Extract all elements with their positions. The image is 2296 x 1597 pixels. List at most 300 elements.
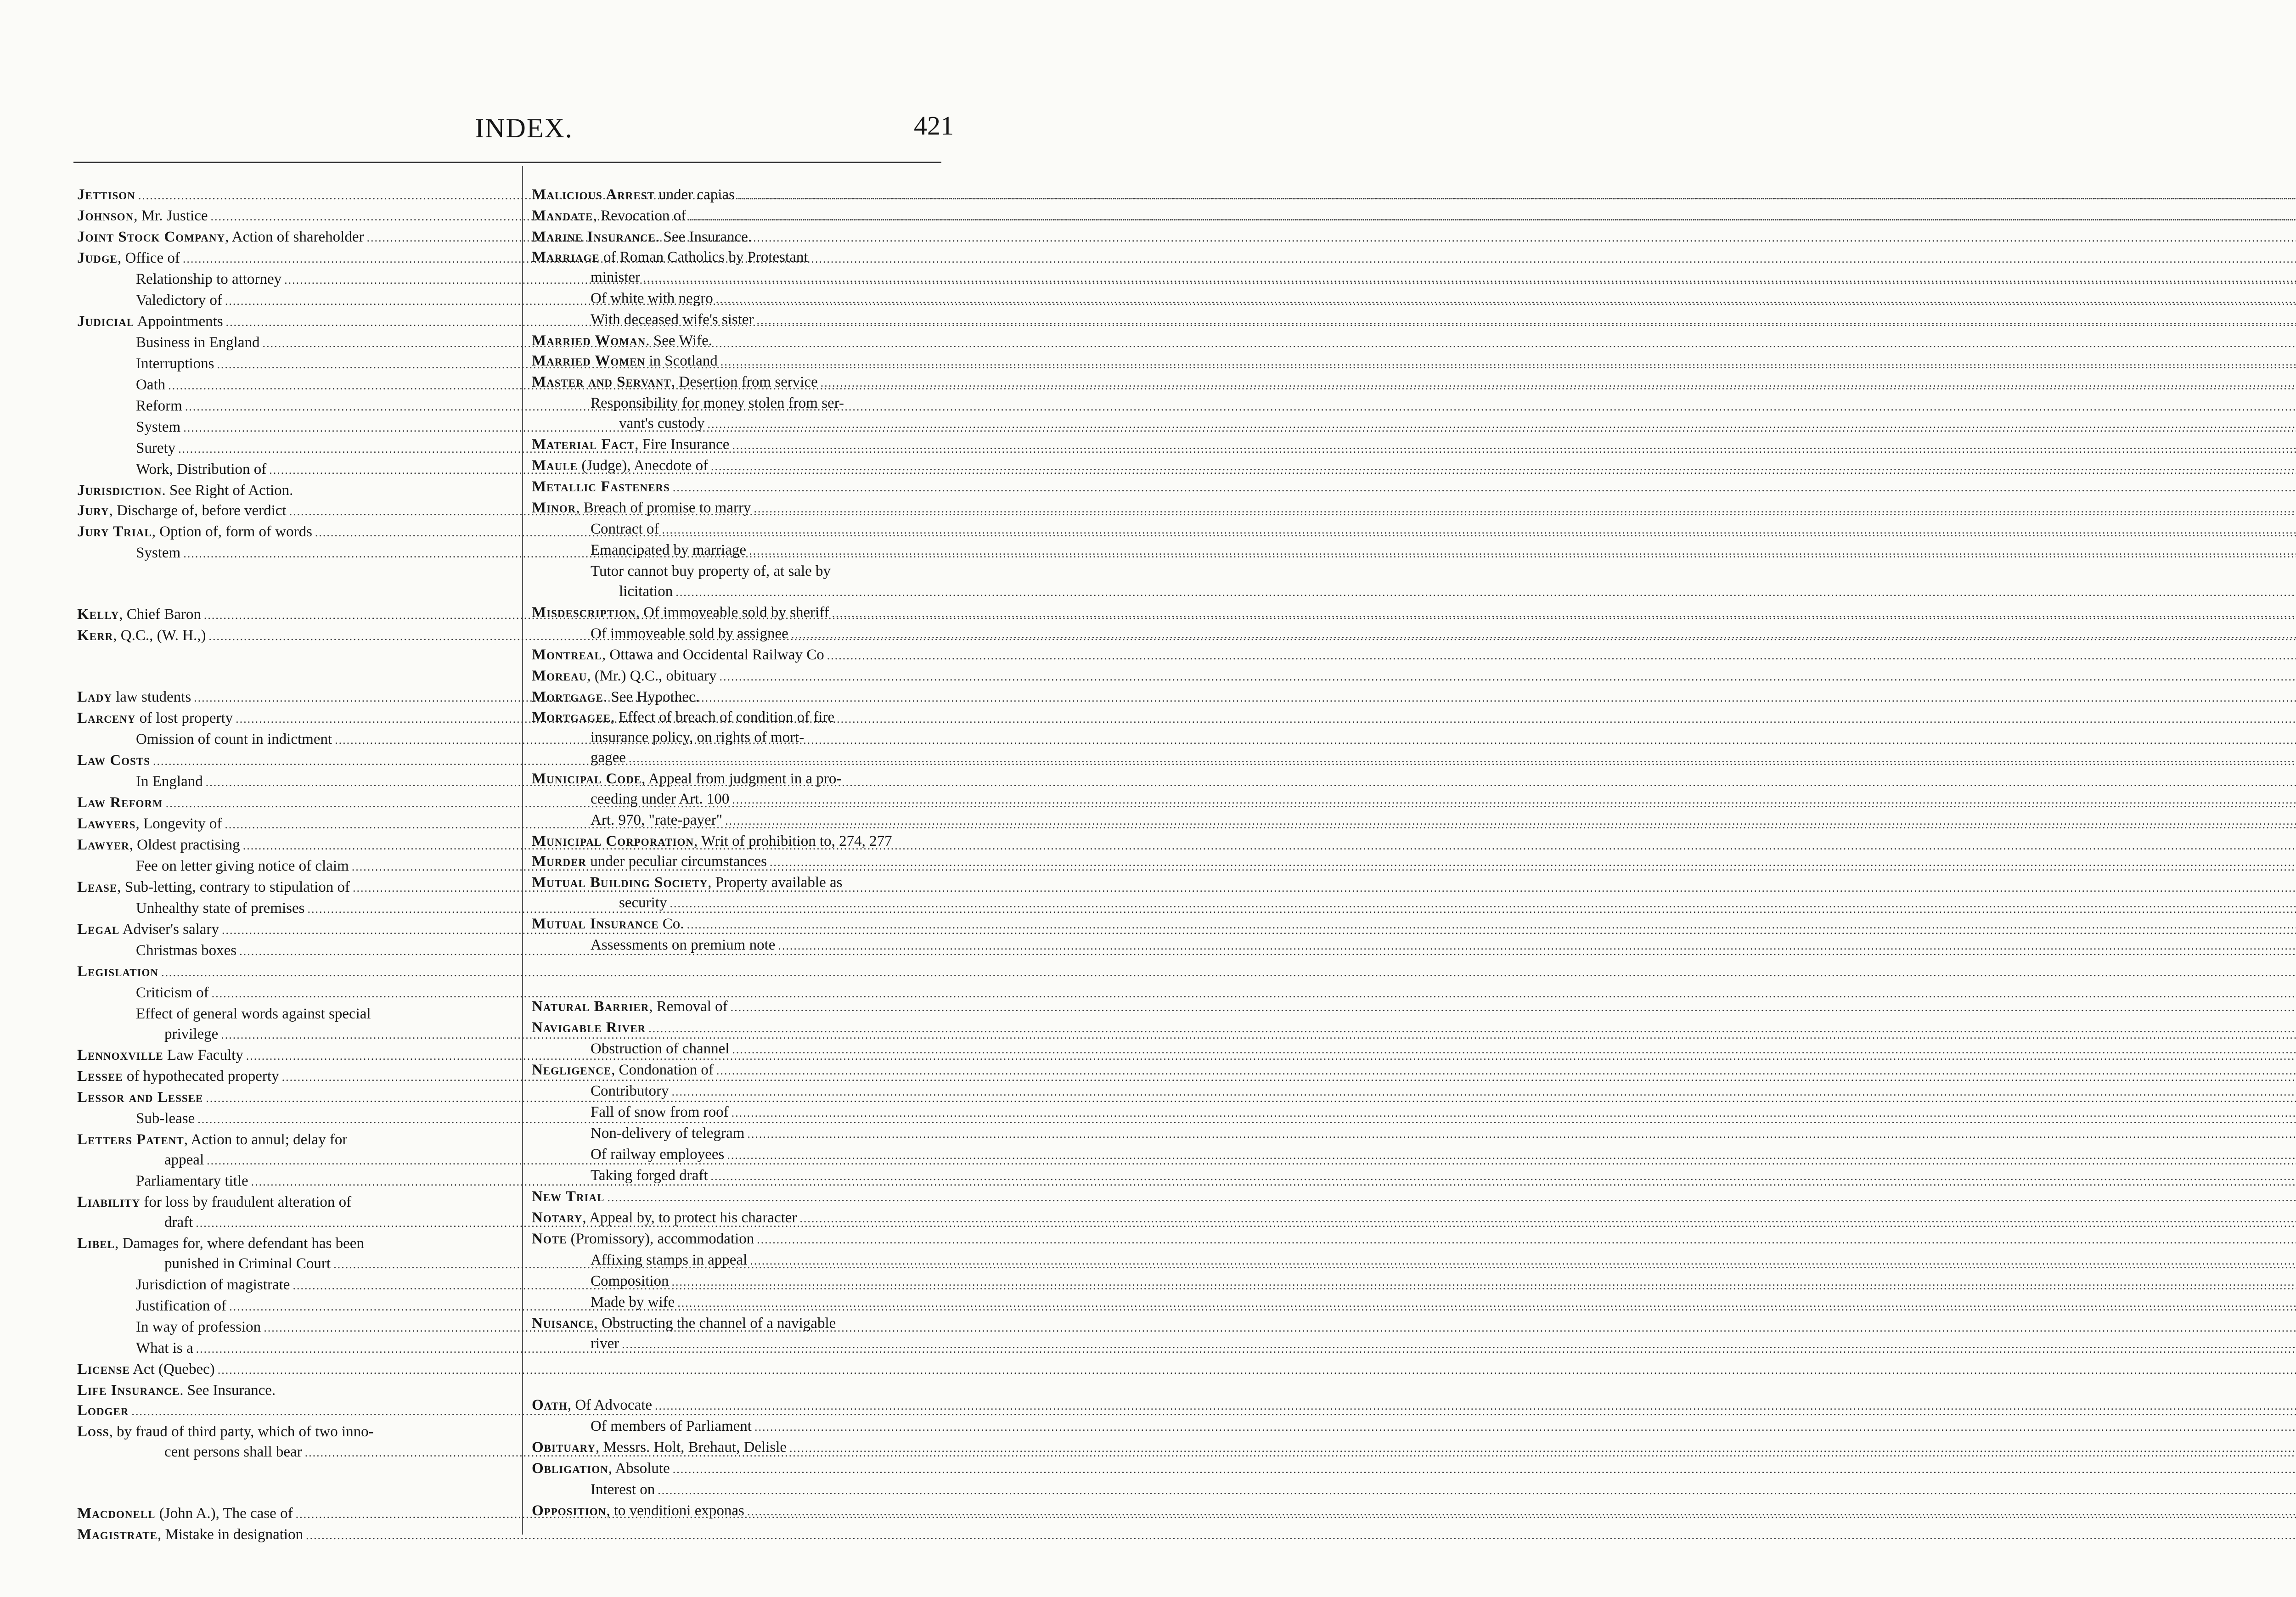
entry-heading: Judge — [77, 250, 118, 266]
running-title: INDEX. — [475, 113, 573, 143]
index-entry — [77, 1045, 509, 1066]
entry-description: (Promissory), accommodation — [567, 1231, 754, 1247]
index-subentry — [77, 1317, 509, 1338]
index-entry — [77, 1066, 509, 1087]
entry-description: , Of immoveable sold by sheriff — [636, 604, 829, 621]
index-entry — [77, 1130, 509, 1150]
entry-description: Law Faculty — [163, 1047, 243, 1063]
entry-heading: Metallic Fasteners — [532, 478, 670, 495]
index-entry — [532, 477, 977, 498]
entry-text — [591, 1144, 724, 1164]
entry-text — [532, 206, 686, 226]
leader-dots — [675, 582, 2296, 602]
entry-description: . See Insurance. — [180, 1382, 276, 1399]
index-subentry — [532, 309, 977, 331]
index-column-right — [532, 185, 977, 1522]
entry-text — [77, 835, 240, 855]
entry-text — [591, 1333, 619, 1354]
entry-description: Criticism of — [136, 984, 209, 1001]
entry-text — [77, 1087, 203, 1108]
entry-text — [136, 396, 182, 416]
entry-heading: Negligence — [532, 1062, 612, 1078]
entry-description: , Breach of promise to marry — [576, 500, 751, 516]
index-entry — [532, 247, 977, 267]
entry-text — [591, 1165, 708, 1186]
leader-dots — [720, 352, 2296, 372]
entry-description: Contributory — [591, 1083, 669, 1099]
entry-text — [77, 1233, 364, 1254]
index-subentry — [77, 438, 509, 459]
entry-heading: Note — [532, 1231, 567, 1247]
leader-dots — [750, 1251, 2296, 1271]
entry-description: cent persons shall bear — [164, 1444, 302, 1460]
leader-dots — [662, 520, 2296, 540]
index-entry — [532, 831, 977, 851]
entry-description: , Discharge of, before verdict — [109, 502, 287, 519]
entry-description: Art. 970, "rate-payer" — [591, 812, 723, 828]
entry-description: Composition — [591, 1273, 669, 1289]
entry-text — [77, 625, 206, 646]
entry-description: Appointments — [134, 313, 223, 330]
entry-description: gagee — [591, 749, 626, 766]
entry-description: , Removal of — [649, 998, 728, 1015]
index-subentry — [532, 1333, 977, 1355]
entry-description: for loss by fraudulent alteration of — [140, 1194, 352, 1210]
entry-description: Fall of snow from roof — [591, 1104, 729, 1120]
index-entry — [532, 914, 977, 935]
section-gap — [532, 1355, 977, 1395]
leader-dots — [770, 852, 2296, 872]
entry-heading: Law Costs — [77, 752, 150, 769]
entry-description: Reform — [136, 398, 182, 414]
entry-text — [532, 351, 718, 371]
index-entry — [532, 372, 977, 393]
entry-text — [136, 1317, 261, 1337]
entry-description: privilege — [164, 1026, 219, 1042]
entry-text — [164, 1212, 193, 1232]
entry-heading: Loss — [77, 1423, 109, 1440]
leader-dots — [827, 646, 2296, 666]
index-subentry — [77, 1442, 509, 1463]
index-entry — [532, 1018, 977, 1039]
index-entry — [532, 206, 977, 227]
entry-description: licitation — [619, 583, 673, 600]
leader-dots — [658, 1480, 2296, 1501]
entry-heading: Municipal Code — [532, 770, 642, 787]
entry-description: Unhealthy state of premises — [136, 900, 305, 917]
entry-text — [532, 1313, 836, 1333]
entry-text — [77, 185, 135, 205]
entry-description: Of immoveable sold by assignee — [591, 625, 788, 642]
entry-heading: Malicious Arrest — [532, 186, 655, 203]
entry-text — [532, 1458, 670, 1479]
leader-dots — [725, 811, 2296, 831]
index-subentry — [532, 393, 977, 413]
leader-dots — [720, 667, 2296, 687]
leader-dots — [754, 1417, 2296, 1437]
entry-heading: Opposition — [532, 1502, 607, 1519]
page-header — [0, 0, 1048, 156]
entry-text — [532, 769, 841, 789]
entry-text — [77, 1503, 293, 1524]
leader-dots — [673, 1459, 2296, 1479]
index-subentry — [77, 1150, 509, 1171]
index-subentry — [532, 893, 977, 914]
index-subentry — [532, 935, 977, 956]
entry-heading: Moreau — [532, 668, 587, 684]
entry-description: , Fire Insurance — [635, 436, 730, 453]
index-subentry — [77, 459, 509, 480]
entry-description: Act (Quebec) — [129, 1361, 215, 1378]
entry-text — [136, 771, 203, 792]
entry-text — [136, 459, 266, 479]
entry-text — [77, 248, 180, 268]
entry-heading: Mortgage — [532, 689, 603, 705]
entry-description: , (Mr.) Q.C., obituary — [587, 668, 717, 684]
leader-dots — [648, 1018, 2296, 1039]
entry-description: , Messrs. Holt, Brehaut, Delisle — [595, 1439, 787, 1456]
index-subentry — [532, 1479, 977, 1501]
index-entry — [77, 835, 509, 856]
entry-heading: Jury — [77, 502, 109, 519]
entry-description: , Oldest practising — [129, 837, 240, 853]
entry-heading: Magistrate — [77, 1526, 158, 1543]
entry-text — [164, 1150, 204, 1170]
entry-description: Business in England — [136, 334, 260, 351]
entry-description: , Of Advocate — [567, 1397, 653, 1413]
entry-text — [591, 1479, 655, 1500]
index-entry — [77, 919, 509, 940]
leader-dots — [791, 624, 2296, 645]
entry-text — [77, 1400, 129, 1421]
leader-dots — [716, 289, 2296, 309]
entry-description: , Action to annul; delay for — [184, 1131, 348, 1148]
entry-description: punished in Criminal Court — [164, 1255, 331, 1272]
entry-description: , Option of, form of words — [152, 523, 312, 540]
entry-description: Parliamentary title — [136, 1173, 248, 1189]
entry-text — [532, 1018, 646, 1038]
entry-text — [532, 498, 751, 518]
entry-description: Affixing stamps in appeal — [591, 1252, 748, 1268]
index-entry — [77, 480, 509, 500]
entry-text — [532, 666, 717, 686]
leader-dots — [799, 1209, 2296, 1229]
leader-dots — [716, 1061, 2296, 1081]
index-entry — [532, 666, 977, 687]
index-subentry — [77, 290, 509, 311]
index-entry — [532, 851, 977, 872]
entry-heading: Minor — [532, 500, 576, 516]
entry-text — [532, 477, 670, 497]
index-entry — [77, 1380, 509, 1400]
entry-text — [532, 227, 752, 247]
header-rule — [73, 162, 941, 163]
entry-heading: Misdescription — [532, 604, 636, 621]
entry-heading: Kelly — [77, 606, 119, 623]
entry-text — [532, 1208, 797, 1228]
entry-heading: Law Reform — [77, 794, 163, 811]
entry-heading: Lodger — [77, 1402, 129, 1419]
entry-text — [532, 872, 842, 893]
entry-description: ceeding under Art. 100 — [591, 791, 730, 807]
entry-text — [164, 1442, 302, 1462]
entry-description: . See Hypothec. — [603, 689, 699, 705]
entry-heading: Jurisdiction — [77, 482, 162, 499]
entry-heading: Navigable River — [532, 1019, 646, 1036]
index-subentry — [532, 1165, 977, 1187]
entry-text — [136, 1108, 195, 1129]
entry-text — [77, 604, 201, 624]
entry-text — [591, 1250, 747, 1270]
entry-text — [77, 708, 233, 728]
index-entry — [532, 1229, 977, 1250]
index-subentry — [532, 1123, 977, 1144]
index-subentry — [532, 1102, 977, 1123]
index-subentry — [77, 269, 509, 290]
entry-text — [136, 729, 332, 749]
entry-text — [532, 1187, 604, 1207]
entry-text — [532, 996, 728, 1017]
entry-text — [136, 417, 180, 437]
index-subentry — [77, 375, 509, 396]
index-subentry — [77, 1171, 509, 1192]
leader-dots — [749, 541, 2296, 561]
index-subentry — [77, 1275, 509, 1296]
index-entry — [77, 206, 509, 227]
leader-dots — [677, 1293, 2296, 1313]
leader-dots — [687, 915, 2296, 935]
index-entry — [532, 769, 977, 789]
leader-dots — [732, 1040, 2296, 1060]
entry-heading: Legislation — [77, 963, 159, 980]
entry-description: law students — [112, 689, 191, 705]
index-entry — [532, 707, 977, 727]
entry-text — [77, 750, 150, 770]
entry-description: , Absolute — [608, 1460, 670, 1477]
index-subentry — [532, 519, 977, 540]
entry-text — [591, 519, 659, 539]
entry-description: (John A.), The case of — [155, 1505, 293, 1522]
entry-heading: Lady — [77, 689, 112, 705]
entry-description: insurance policy, on rights of mort- — [591, 729, 805, 746]
entry-text — [77, 1066, 279, 1086]
entry-description: Work, Distribution of — [136, 461, 267, 478]
entry-description: Contract of — [591, 521, 659, 537]
index-entry — [77, 248, 509, 269]
entry-heading: Legal — [77, 921, 120, 938]
entry-text — [532, 914, 684, 934]
index-subentry — [532, 413, 977, 434]
entry-text — [591, 1102, 729, 1122]
section-gap — [532, 956, 977, 996]
entry-description: , Appeal by, to protect his character — [582, 1209, 797, 1226]
entry-description: In way of profession — [136, 1319, 261, 1335]
entry-heading: Lease — [77, 879, 118, 895]
index-entry — [77, 1359, 509, 1380]
entry-description: System — [136, 419, 181, 435]
entry-heading: Kerr — [77, 627, 113, 644]
index-subentry — [77, 543, 509, 564]
entry-description: draft — [164, 1214, 193, 1231]
leader-dots — [754, 499, 2296, 519]
entry-description: Oath — [136, 377, 166, 393]
entry-heading: Maule — [532, 457, 578, 474]
entry-heading: Jury Trial — [77, 523, 152, 540]
index-subentry — [77, 983, 509, 1004]
leader-dots — [747, 1501, 2296, 1522]
entry-text — [136, 1275, 290, 1295]
entry-text — [591, 1271, 669, 1291]
entry-description: Fee on letter giving notice of claim — [136, 858, 349, 874]
index-entry — [77, 311, 509, 332]
index-entry — [77, 750, 509, 771]
index-subentry — [532, 561, 977, 581]
index-subentry — [77, 1212, 509, 1233]
leader-dots — [306, 1525, 2296, 1546]
entry-text — [77, 1422, 374, 1442]
entry-heading: Lawyer — [77, 837, 129, 853]
entry-heading: Larceny — [77, 710, 136, 726]
entry-description: Emancipated by marriage — [591, 542, 747, 558]
index-subentry — [532, 1250, 977, 1271]
entry-description: in Scotland — [645, 353, 718, 369]
entry-text — [136, 290, 222, 310]
entry-text — [591, 288, 713, 309]
index-entry — [77, 877, 509, 898]
entry-text — [532, 1501, 744, 1521]
entry-description: Justification of — [136, 1298, 227, 1314]
entry-text — [136, 375, 165, 395]
index-subentry — [532, 581, 977, 602]
leader-dots — [218, 1360, 2296, 1380]
entry-text — [77, 687, 191, 707]
entry-description: Of members of Parliament — [591, 1418, 752, 1434]
entry-description: . See Right of Action. — [162, 482, 293, 499]
index-subentry — [77, 1338, 509, 1359]
entry-heading: Married Woman — [532, 332, 646, 349]
entry-description: , Ottawa and Occidental Railway Co — [602, 647, 824, 663]
entry-text — [77, 1130, 347, 1150]
entry-heading: Municipal Corporation — [532, 833, 694, 849]
entry-heading: Obituary — [532, 1439, 596, 1456]
index-subentry — [77, 396, 509, 417]
entry-text — [77, 500, 287, 521]
entry-heading: Judicial — [77, 313, 135, 330]
leader-dots — [737, 186, 2296, 206]
leader-dots — [194, 688, 2296, 708]
entry-text — [77, 1045, 243, 1065]
index-entry — [532, 602, 977, 624]
index-subentry — [532, 624, 977, 645]
leader-dots — [607, 1187, 2296, 1208]
entry-heading: Jettison — [77, 186, 135, 203]
entry-text — [77, 793, 163, 813]
entry-description: Obstruction of channel — [591, 1040, 730, 1057]
index-entry — [532, 331, 977, 351]
index-entry — [77, 500, 509, 522]
index-entry — [77, 793, 509, 814]
entry-text — [136, 1338, 193, 1358]
leader-dots — [778, 936, 2296, 956]
entry-text — [619, 893, 667, 913]
index-subentry — [77, 354, 509, 375]
entry-description: . See Wife. — [646, 332, 713, 349]
entry-description: , Office of — [117, 250, 180, 266]
entry-text — [136, 1171, 248, 1191]
entry-text — [136, 269, 281, 289]
entry-text — [532, 455, 708, 476]
index-entry — [77, 625, 509, 647]
entry-description: , Chief Baron — [119, 606, 201, 623]
index-entry — [532, 872, 977, 893]
index-subentry — [532, 810, 977, 831]
section-gap — [77, 647, 509, 687]
leader-dots — [672, 1272, 2296, 1292]
leader-dots — [789, 1438, 2296, 1458]
entry-heading: Married Women — [532, 353, 646, 369]
leader-dots — [689, 207, 2296, 227]
entry-heading: Lennoxville — [77, 1047, 163, 1063]
entry-description: Adviser's salary — [119, 921, 219, 938]
index-subentry — [532, 748, 977, 769]
entry-text — [591, 935, 775, 955]
page-number: 421 — [914, 111, 954, 141]
entry-description: , Q.C., (W. H.,) — [113, 627, 206, 644]
entry-description: Taking forged draft — [591, 1167, 708, 1184]
index-entry — [77, 1422, 509, 1442]
leader-dots — [821, 373, 2296, 393]
index-entry — [532, 185, 977, 206]
entry-heading: Mandate — [532, 208, 593, 224]
index-entry — [532, 1501, 977, 1522]
leader-dots — [747, 1124, 2296, 1144]
entry-description: , Desertion from service — [671, 374, 818, 390]
index-entry — [532, 1395, 977, 1416]
index-entry — [77, 1087, 509, 1108]
leader-dots — [629, 748, 2296, 769]
entry-text — [591, 1039, 729, 1059]
entry-description: , Sub-letting, contrary to stipulation of — [117, 879, 350, 895]
entry-description: System — [136, 545, 181, 561]
leader-dots — [161, 962, 2296, 983]
index-entry — [77, 687, 509, 708]
entry-heading: Notary — [532, 1209, 583, 1226]
leader-dots — [672, 1082, 2296, 1102]
entry-description: What is a — [136, 1340, 193, 1356]
entry-text — [532, 602, 829, 623]
entry-description: Omission of count in indictment — [136, 731, 332, 748]
entry-description: Made by wife — [591, 1294, 675, 1310]
leader-dots — [673, 478, 2296, 498]
index-subentry — [532, 1144, 977, 1165]
entry-heading: Marriage — [532, 249, 600, 265]
index-subentry — [532, 1081, 977, 1102]
entry-text — [532, 247, 808, 267]
leader-dots — [711, 1166, 2296, 1187]
entry-text — [591, 727, 804, 748]
entry-text — [591, 393, 844, 413]
index-entry — [77, 1503, 509, 1524]
entry-description: , Appeal from judgment in a pro- — [642, 770, 842, 787]
entry-description: , Mr. Justice — [134, 208, 208, 224]
entry-text — [532, 645, 824, 665]
entry-description: Christmas boxes — [136, 942, 237, 959]
entry-description: , Condonation of — [611, 1062, 714, 1078]
index-entry — [532, 1313, 977, 1333]
entry-description: Responsibility for money stolen from ser- — [591, 395, 844, 411]
entry-heading: License — [77, 1361, 130, 1378]
index-subentry — [532, 1271, 977, 1292]
